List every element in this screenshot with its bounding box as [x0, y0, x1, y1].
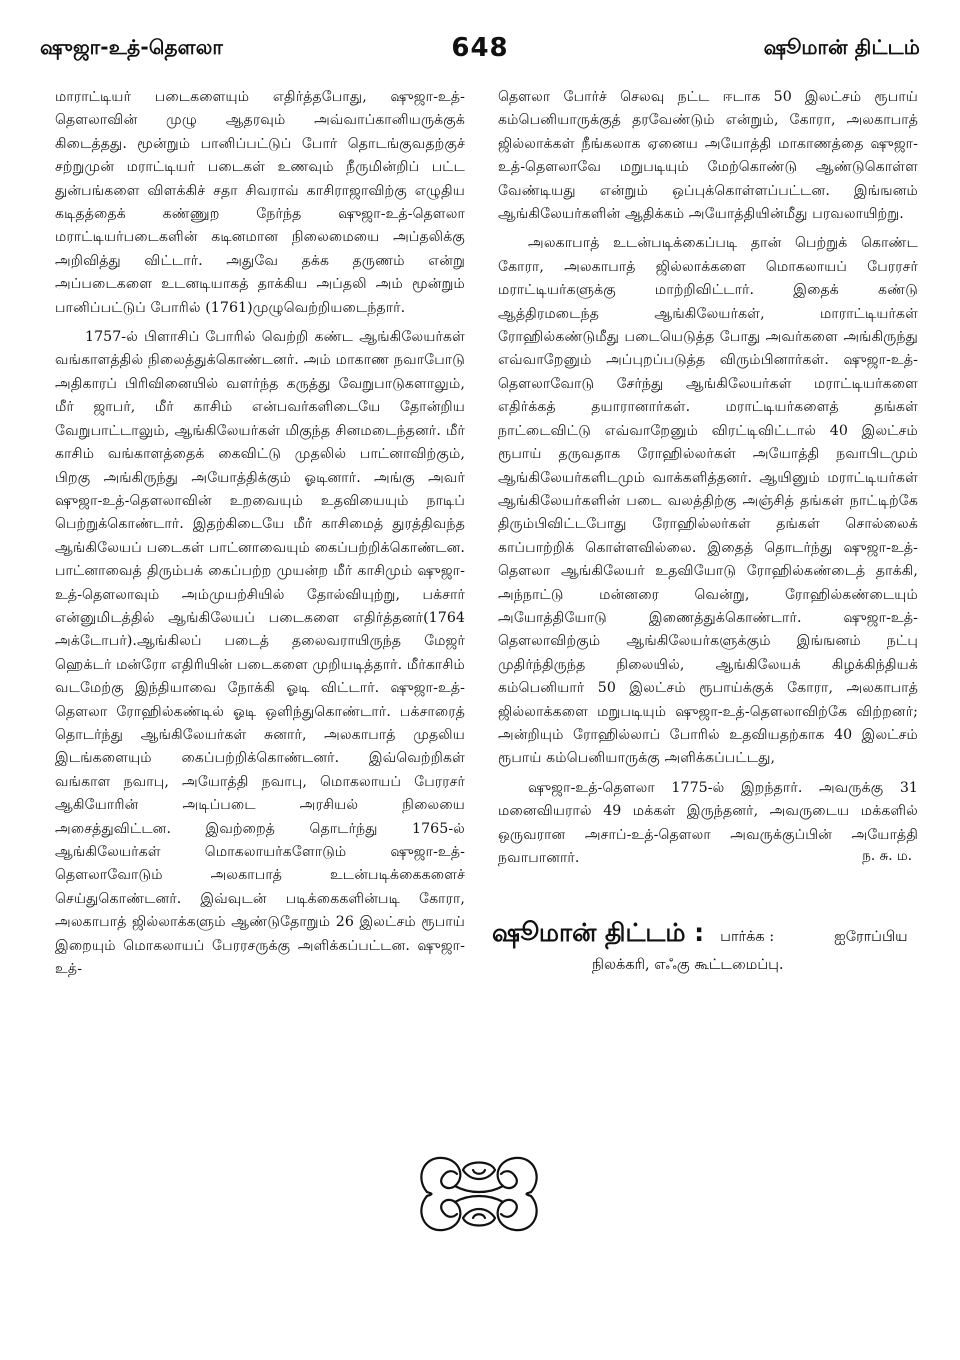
running-header-right-title: ஷூமான் திட்டம் — [763, 34, 920, 59]
right-paragraph-2: அலகாபாத் உடன்படிக்கைப்படி தான் பெற்றுக் கொண்ட கோரா, அலகாபாத் ஜில்லாக்களை மொகலாயப் பேரரசர் மராட்டியர்களுக்கு மாற்றிவிட்டார். இதைக் கண்டு ஆத்திரமடைந்த ஆங்கிலேயர்கள், மாராட்டியர்கள் ரோஹில்கண்டுமீது படையெடுத்த போது அவர்களை அங்கிருந்து எவ்வாறேனும் அப்புறப்படுத்த விரும்பினார்கள். ஷுஜா-உத்-தௌலாவோடு சேர்ந்து ஆங்கிலேயர்கள் மராட்டியர்களை எதிர்க்கத் தயாரானார்கள். மராட்டியர்களைத் தங்கள் நாட்டைவிட்டு எவ்வாறேனும் விரட்டிவிட்டால் 40 இலட்சம் ரூபாய் தருவதாக ரோஹில்லர்கள் அயோத்தி நவாபிடமும் ஆங்கிலேயர்களிடமும் வாக்களித்தனர். ஆயினும் மராட்டியர்கள் ஆங்கிலேயர்களின் படை வலத்திற்கு அஞ்சித் தங்கள் நாட்டிற்கே திரும்பிவிட்டபோது ரோஹில்லர்கள் தங்கள் சொல்லைக் காப்பாற்றிக் கொள்ளவில்லை. இதைத் தொடர்ந்து ஷுஜா-உத்-தௌலா ஆங்கிலேயர் உதவியோடு ரோஹில்கண்டைத் தாக்கி, அந்நாட்டு மன்னரை வென்று, ரோஹில்கண்டையும் அயோத்தியோடு இணைத்துக்கொண்டார். ஷுஜா-உத்-தௌலாவிற்கும் ஆங்கிலேயர்களுக்கும் இங்ஙனம் நட்பு முதிர்ந்திருந்த நிலையில், ஆங்கிலேயக் கிழக்கிந்தியக் கம்பெனியார் 50 இலட்சம் ரூபாய்க்குக் கோரா, அலகாபாத் ஜில்லாக்களை மறுபடியும் ஷுஜா-உத்-தௌலாவிற்கே விற்றனர்; அன்றியும் ரோஹில்லாப் போரில் உதவியதற்காக 40 இலட்சம் ரூபாய் கம்பெனியாருக்கு அளிக்கப்பட்டது, — [498, 235, 918, 767]
left-paragraph-1: மாராட்டியர் படைகளையும் எதிர்த்தபோது, ஷுஜா-உத்-தௌலாவின் முழு ஆதரவும் அவ்வாப்கானியருக்குக் கிடைத்தது. மூன்றும் பானிப்பட்டுப் போர் தொடங்குவதற்குச் சற்றுமுன் மராட்டியர் படைகள் உணவும் நீருமின்றிப் பட்ட துன்பங்களை விளக்கிச் சதா சிவராவ் காசிராஜாவிற்கு எழுதிய கடிதத்தைக் கண்ணுற நேர்ந்த ஷுஜா-உத்-தௌலா மராட்டியர்படைகளின் கடினமான நிலைமையை அப்தலிக்கு அறிவித்து விட்டார். அதுவே தக்க தருணம் என்று அப்படைகளை உடனடியாகத் தாக்கிய அப்தலி அம் மூன்றும் பானிப்பட்டுப் போரில் (1761)முழுவெற்றியடைந்தார். — [55, 89, 465, 316]
right-paragraph-3: ஷுஜா-உத்-தௌலா 1775-ல் இறந்தார். அவருக்கு 31 மனைவியரால் 49 மக்கள் இருந்தனர், அவருடைய மக்களில் ஒருவரான அசாப்-உத்-தௌலா அவருக்குப்பின் அயோத்தி நவாபானார். — [498, 779, 918, 866]
page-number: 648 — [451, 33, 509, 63]
right-paragraph-1: தௌலா போர்ச் செலவு நட்ட ஈடாக 50 இலட்சம் ரூபாய் கம்பெனியாருக்குத் தரவேண்டும் என்றும், கோரா, அலகாபாத் ஜில்லாக்கள் நீங்கலாக ஏனைய அயோத்தி மாகாணத்தை ஷுஜா-உத்-தௌலாவே மறுபடியும் மேற்கொண்டு ஆண்டுகொள்ள வேண்டியது என்றும் ஒப்புக்கொள்ளப்பட்டன. இங்ஙனம் ஆங்கிலேயர்களின் ஆதிக்கம் அயோத்தியின்மீது பரவலாயிற்று. — [498, 89, 918, 223]
cross-reference-entry — [492, 918, 932, 975]
cross-reference-part-2: நிலக்கரி, எஃகு கூட்டமைப்பு. — [592, 957, 784, 973]
entry-heading-line — [492, 918, 932, 951]
see-also-label: பார்க்க : — [720, 929, 775, 945]
entry-title: ஷூமான் திட்டம் : — [492, 918, 705, 947]
running-header — [40, 28, 920, 68]
floral-knot-ornament-icon — [413, 1148, 545, 1240]
left-paragraph-2: 1757-ல் பிளாசிப் போரில் வெற்றி கண்ட ஆங்கிலேயர்கள் வங்காளத்தில் நிலைத்துக்கொண்டனர். அம் மாகாண நவாபோடு அதிகாரப் பிரிவினையில் வளர்ந்த கருத்து வேறுபாடுகளாலும், மீர் ஜாபர், மீர் காசிம் என்பவர்களிடையே தோன்றிய வேறுபாட்டாலும், ஆங்கிலேயர்கள் மிகுந்த சினமடைந்தனர். மீர் காசிம் வங்காளத்தைக் கைவிட்டு முதலில் பாட்னாவிற்கும், பிறகு அங்கிருந்து அயோத்திக்கும் ஓடினார். அங்கு அவர் ஷுஜா-உத்-தௌலாவின் உறவையும் உதவியையும் நாடிப் பெற்றுக்கொண்டார். இதற்கிடையே மீர் காசிமைத் துரத்திவந்த ஆங்கிலேயப் படைகள் பாட்னாவையும் கைப்பற்றிக்கொண்டன. பாட்னாவைத் திரும்பக் கைப்பற்ற முயன்ற மீர் காசிமும் ஷுஜா-உத்-தௌலாவும் அம்முயற்சியில் தோல்வியுற்று, பக்சார் என்னுமிடத்தில் ஆங்கிலேயப் படைகளை எதிர்த்தனர்(1764 அக்டோபர்).ஆங்கிலப் படைத் தலைவராயிருந்த மேஜர் ஹெக்டர் மன்ரோ எதிரியின் படைகளை முறியடித்தார். மீர்காசிம் வடமேற்கு இந்தியாவை நோக்கி ஓடி விட்டார். ஷுஜா-உத்-தௌலா ரோஹில்கண்டில் ஓடி ஒளிந்துகொண்டார். பக்சாரைத் தொடர்ந்து ஆங்கிலேயர்கள் சுனார், அலகாபாத் முதலிய இடங்களையும் கைப்பற்றிக்கொண்டனர். இவ்வெற்றிகள் வங்காள நவாபு, அயோத்தி நவாபு, மொகலாயப் பேரரசர் ஆகியோரின் அடிப்படை அரசியல் நிலையை அசைத்துவிட்டன. இவற்றைத் தொடர்ந்து 1765-ல் ஆங்கிலேயர்கள் மொகலாயர்களோடும் ஷுஜா-உத்-தௌலாவோடும் அலகாபாத் உடன்படிக்கைகளைச் செய்துகொண்டனர். இவ்வுடன் படிக்கைகளின்படி கோரா, அலகாபாத் ஜில்லாக்களும் ஆண்டுதோறும் 26 இலட்சம் ரூபாய் இறையும் மொகலாயப் பேரரசருக்கு அளிக்கப்பட்டன. ஷுஜா-உத்- — [55, 329, 465, 978]
author-initials: ந. சு. ம. — [862, 848, 912, 865]
left-column — [55, 86, 465, 987]
running-header-left-title: ஷுஜா-உத்-தௌலா — [40, 34, 223, 59]
cross-reference-part-1: ஐரோப்பிய — [834, 929, 908, 945]
right-column — [498, 86, 918, 866]
